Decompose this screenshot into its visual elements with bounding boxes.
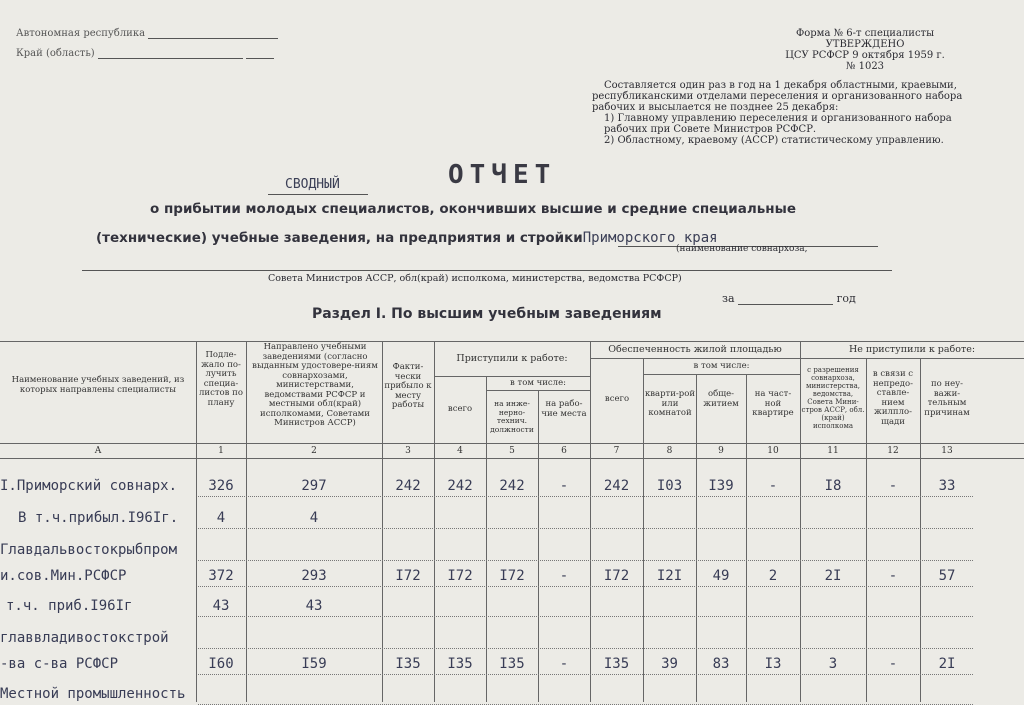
started-group-line xyxy=(434,376,590,377)
col-5-header: на инже-нерно-технич. должности xyxy=(490,399,534,434)
table-cell: I2I xyxy=(656,568,683,584)
vline-9 xyxy=(696,374,697,702)
column-number: А xyxy=(94,446,102,456)
table-cell: I03 xyxy=(656,478,683,494)
table-cell: 33 xyxy=(938,478,956,494)
row-underline xyxy=(198,674,973,675)
form-approval-block xyxy=(780,28,950,72)
table-cell: 2 xyxy=(768,568,778,584)
table-cell: 2I xyxy=(824,568,842,584)
housing-group-header: Обеспеченность жилой площадью xyxy=(608,344,782,355)
table-cell: 83 xyxy=(712,656,730,672)
column-number: 4 xyxy=(457,446,463,456)
col-8-header: кварти-рой или комнатой xyxy=(644,389,696,418)
table-cell: 2I xyxy=(938,656,956,672)
table-cell: 242 xyxy=(603,478,630,494)
col-1-header: Подле-жало по-лучить специа-листов по плану xyxy=(199,350,243,408)
council-caption: Совета Министров АССР, обл(край) исполкома, министерства, ведомства РСФСР) xyxy=(268,273,682,284)
table-cell: I35 xyxy=(603,656,630,672)
column-number: 8 xyxy=(666,446,673,456)
table-cell: I72 xyxy=(499,568,525,584)
row-name: Главдальвостокрыбпром xyxy=(0,542,178,558)
column-number: 13 xyxy=(941,446,953,456)
table-cell: I60 xyxy=(208,656,234,672)
col-13-header: по неу-важи-тельным причинам xyxy=(924,379,970,418)
col-7-header: всего xyxy=(604,394,630,404)
column-number: 7 xyxy=(613,446,620,456)
table-cell: 43 xyxy=(212,598,230,614)
header-bottom-border xyxy=(0,443,1024,444)
row-name: главвладивостокстрой xyxy=(0,630,169,646)
housing-incl-header: в том числе: xyxy=(693,361,750,371)
col-a-header: Наименование учебных заведений, из которых направлены специалисты xyxy=(11,375,185,395)
started-incl-header: в том числе: xyxy=(510,378,566,388)
row-underline xyxy=(198,560,973,561)
table-cell: 57 xyxy=(938,568,956,584)
table-cell: 49 xyxy=(712,568,730,584)
section-title: Раздел I. По высшим учебным заведениям xyxy=(312,306,662,322)
instructions-item-2: 2) Областному, краевому (АССР) статистическому управлению. xyxy=(604,135,944,146)
notstarted-group-line xyxy=(800,358,1024,359)
col-10-header: на част-ной квартире xyxy=(752,389,794,418)
table-cell: 293 xyxy=(301,568,327,584)
column-number: 6 xyxy=(561,446,567,456)
col-9-header: обще-житием xyxy=(703,389,739,409)
column-number: 11 xyxy=(827,446,839,456)
approved-label: УТВЕРЖДЕНО xyxy=(825,39,905,50)
table-cell: - xyxy=(888,568,898,584)
col-3-header: Факти-чески прибыло к месту работы xyxy=(384,362,432,410)
sovnarkhoz-value: Приморского края xyxy=(582,230,718,246)
started-group-header: Приступили к работе: xyxy=(456,353,568,364)
column-number: 5 xyxy=(509,446,515,456)
approval-authority: ЦСУ РСФСР 9 октября 1959 г. xyxy=(785,50,945,61)
report-subtitle-line1: о прибытии молодых специалистов, окончивших высшие и средние специальные xyxy=(150,201,796,217)
table-cell: I8 xyxy=(824,478,842,494)
col-2-header: Направлено учебными заведениями (согласно выданным удостовере-ниям совнархозами, министерствами, ведомствами РСФСР и местными обл(край) исполкомами, Советами Министров АССР) xyxy=(252,342,378,428)
table-cell: 242 xyxy=(499,478,525,494)
table-cell: I3 xyxy=(764,656,782,672)
table-cell: 4 xyxy=(309,510,319,526)
sovnarkhoz-caption: (наименование совнархоза, xyxy=(676,244,808,254)
table-cell: 326 xyxy=(208,478,234,494)
form-number: Форма № 6-т специалисты xyxy=(795,28,935,39)
col-12-header: в связи с непредо-ставле-нием жилпло-щади xyxy=(872,369,914,427)
vline-10 xyxy=(746,374,747,702)
region-label: Край (область) xyxy=(16,48,274,59)
table-cell: I35 xyxy=(395,656,421,672)
table-cell: - xyxy=(888,656,898,672)
row-underline xyxy=(198,496,973,497)
row-underline xyxy=(198,586,973,587)
table-cell: - xyxy=(768,478,778,494)
column-number: 1 xyxy=(218,446,224,456)
svodny-underline xyxy=(268,194,368,195)
approval-number: № 1023 xyxy=(845,61,885,72)
column-number: 12 xyxy=(887,446,899,456)
report-subtitle-line2: (технические) учебные заведения, на предприятия и стройкиПриморского края xyxy=(96,230,718,246)
table-cell: 4 xyxy=(216,510,226,526)
row-name: -ва с-ва РСФСР xyxy=(0,656,119,672)
svodny-typed: СВОДНЫЙ xyxy=(285,177,340,192)
housing-incl-line xyxy=(643,374,800,375)
row-name: и.сов.Мин.РСФСР xyxy=(0,568,127,584)
table-cell: 242 xyxy=(395,478,421,494)
col-11-header: с разрешения совнархоза, министерства, ведомства, Совета Мини-стров АССР, обл.(край) исполкома xyxy=(801,366,865,430)
housing-group-line xyxy=(590,358,800,359)
table-cell: I35 xyxy=(447,656,473,672)
table-cell: I72 xyxy=(447,568,473,584)
row-name: т.ч. приб.I96Iг xyxy=(6,598,133,614)
table-cell: - xyxy=(888,478,898,494)
row-name: I.Приморский совнарх. xyxy=(0,478,178,494)
instructions-item-1: 1) Главному управлению переселения и организованного набора рабочих при Совете Министров РСФСР. xyxy=(604,113,952,135)
started-incl-line xyxy=(486,390,590,391)
table-cell: I59 xyxy=(301,656,327,672)
table-cell: I72 xyxy=(395,568,421,584)
table-cell: I39 xyxy=(708,478,734,494)
column-number: 2 xyxy=(311,446,317,456)
table-cell: 242 xyxy=(447,478,473,494)
report-title: ОТЧЕТ xyxy=(448,160,557,190)
column-number: 3 xyxy=(405,446,411,456)
column-number: 10 xyxy=(767,446,779,456)
table-cell: I35 xyxy=(499,656,525,672)
table-cell: 3 xyxy=(828,656,838,672)
instructions-text: Составляется один раз в год на 1 декабря областными, краевыми, республиканскими отделами переселения и организованного набора рабочих и высылается не позднее 25 декабря: xyxy=(592,80,963,113)
period-label: за год xyxy=(722,292,856,305)
submission-instructions xyxy=(592,80,972,146)
col-6-header: на рабо-чие места xyxy=(541,399,587,419)
colnum-bottom-border xyxy=(0,458,1024,459)
table-cell: - xyxy=(559,568,569,584)
row-underline xyxy=(198,648,973,649)
row-name: Местной промышленность xyxy=(0,686,186,702)
table-cell: - xyxy=(559,478,569,494)
row-underline xyxy=(198,616,973,617)
table-cell: - xyxy=(559,656,569,672)
row-name: В т.ч.прибыл.I96Iг. xyxy=(18,510,179,526)
column-number: 9 xyxy=(718,446,724,456)
table-cell: 43 xyxy=(305,598,323,614)
table-cell: I72 xyxy=(603,568,630,584)
republic-label: Автономная республика xyxy=(16,28,278,39)
table-cell: 297 xyxy=(301,478,327,494)
table-top-border xyxy=(0,341,1024,342)
col-4-header: всего xyxy=(447,404,473,414)
table-cell: 39 xyxy=(661,656,678,672)
notstarted-group-header: Не приступили к работе: xyxy=(848,344,976,355)
council-line xyxy=(82,270,892,271)
row-underline xyxy=(198,528,973,529)
table-cell: 372 xyxy=(208,568,234,584)
